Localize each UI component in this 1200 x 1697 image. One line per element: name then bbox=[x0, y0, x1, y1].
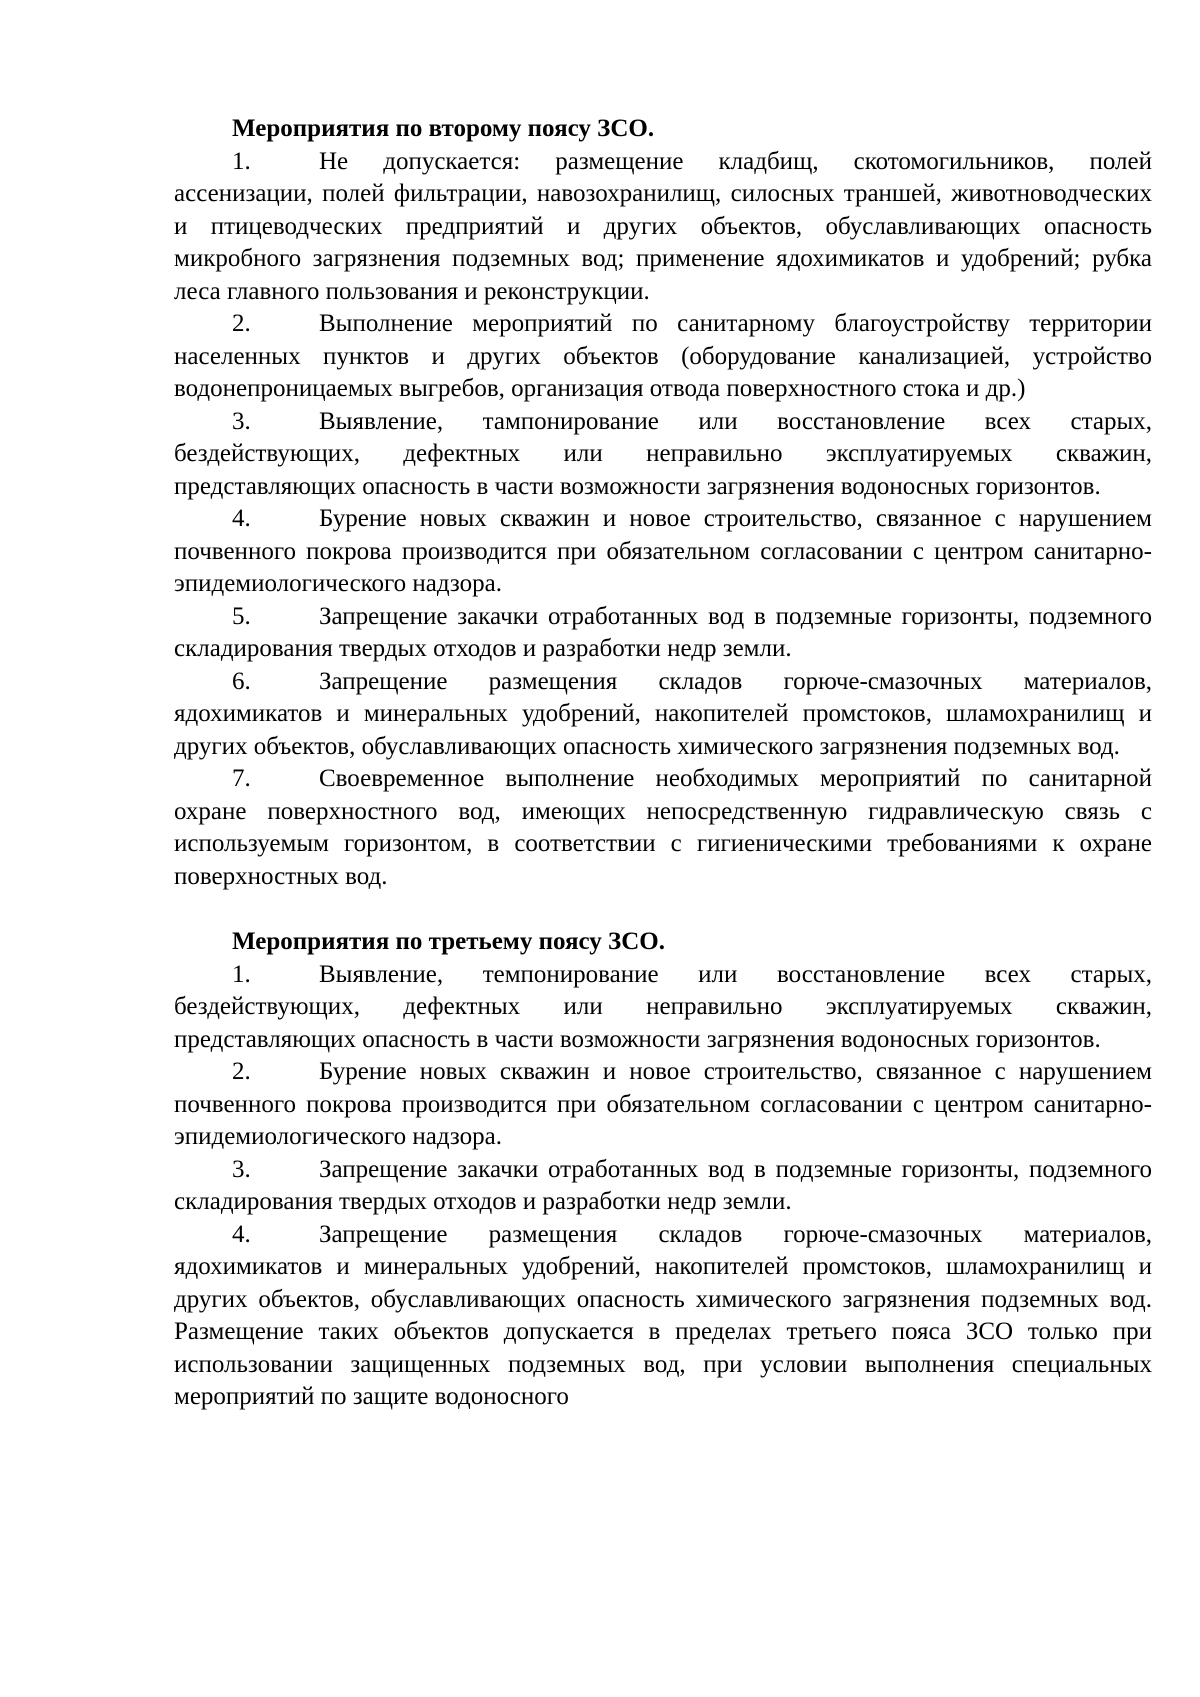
list-item bbox=[174, 308, 1152, 406]
item-number: 3. bbox=[232, 407, 251, 435]
item-text: Не допускается: размещение кладбищ, скотомогильников, полей ассенизации, полей фильтрации, навозохранилищ, силосных траншей, животноводческих и птицеводческих предприятий и других объектов, обуславливающих опасность микробного загрязнения подземных вод; применение ядохимикатов и удобрений; рубка леса главного пользования и реконструкции. bbox=[174, 147, 1152, 305]
item-number: 1. bbox=[232, 960, 251, 988]
item-number: 7. bbox=[232, 765, 251, 792]
list-item bbox=[174, 763, 1152, 893]
item-number: 2. bbox=[232, 1058, 251, 1085]
list-item bbox=[174, 959, 1152, 1057]
item-text: Запрещение закачки отработанных вод в подземные горизонты, подземного складирования твердых отходов и разработки недр земли. bbox=[174, 602, 1152, 662]
list-item bbox=[174, 1154, 1152, 1219]
list-item bbox=[174, 406, 1152, 504]
list-item bbox=[174, 666, 1152, 764]
item-text: Бурение новых скважин и новое строительство, связанное с нарушением почвенного покрова производится при обязательном согласовании с центром санитарно-эпидемиологического надзора. bbox=[174, 1058, 1152, 1150]
list-item bbox=[174, 503, 1152, 601]
section-third-belt bbox=[174, 926, 1152, 1414]
section-spacer bbox=[174, 893, 1152, 926]
item-text: Запрещение закачки отработанных вод в подземные горизонты, подземного складирования твердых отходов и разработки недр земли. bbox=[174, 1155, 1152, 1215]
item-text: Бурение новых скважин и новое строительство, связанное с нарушением почвенного покрова производится при обязательном согласовании с центром санитарно-эпидемиологического надзора. bbox=[174, 505, 1152, 597]
section-heading: Мероприятия по третьему поясу ЗСО. bbox=[232, 928, 665, 955]
item-text: Выявление, тампонирование или восстановление всех старых, бездействующих, дефектных или неправильно эксплуатируемых скважин, представляющих опасность в части возможности загрязнения водоносных горизонтов. bbox=[174, 407, 1152, 500]
item-number: 5. bbox=[232, 602, 251, 630]
item-text: Выявление, темпонирование или восстановление всех старых, бездействующих, дефектных или неправильно эксплуатируемых скважин, представляющих опасность в части возможности загрязнения водоносных горизонтов. bbox=[174, 960, 1152, 1053]
item-text: Своевременное выполнение необходимых мероприятий по санитарной охране поверхностного вод, имеющих непосредственную гидравлическую связь с используемым горизонтом, в соответствии с гигиеническими требованиями к охране поверхностных вод. bbox=[174, 765, 1152, 890]
item-number: 4. bbox=[232, 505, 251, 532]
document-body bbox=[174, 113, 1152, 1414]
item-number: 3. bbox=[232, 1155, 251, 1183]
section-second-belt bbox=[174, 113, 1152, 893]
item-text: Выполнение мероприятий по санитарному благоустройству территории населенных пунктов и других объектов (оборудование канализацией, устройство водонепроницаемых выгребов, организация отвода поверхностного стока и др.) bbox=[174, 310, 1152, 402]
list-item bbox=[174, 601, 1152, 666]
item-text: Запрещение размещения складов горюче-смазочных материалов, ядохимикатов и минеральных удобрений, накопителей промстоков, шламохранилищ и других объектов, обуславливающих опасность химического загрязнения подземных вод. bbox=[174, 667, 1152, 760]
section-heading: Мероприятия по второму поясу ЗСО. bbox=[232, 115, 655, 142]
item-number: 1. bbox=[232, 147, 251, 175]
list-item bbox=[174, 1056, 1152, 1154]
item-number: 2. bbox=[232, 310, 251, 337]
measures-list bbox=[174, 146, 1152, 894]
list-item bbox=[174, 146, 1152, 309]
measures-list bbox=[174, 959, 1152, 1414]
item-number: 4. bbox=[232, 1220, 251, 1248]
item-text: Запрещение размещения складов горюче-смазочных материалов, ядохимикатов и минеральных удобрений, накопителей промстоков, шламохранилищ и других объектов, обуславливающих опасность химического загрязнения подземных вод. Размещение таких объектов допускается в пределах третьего пояса ЗСО только при использовании защищенных подземных вод, при условии выполнения специальных мероприятий по защите водоносного bbox=[174, 1220, 1152, 1410]
item-number: 6. bbox=[232, 667, 251, 695]
list-item bbox=[174, 1219, 1152, 1414]
